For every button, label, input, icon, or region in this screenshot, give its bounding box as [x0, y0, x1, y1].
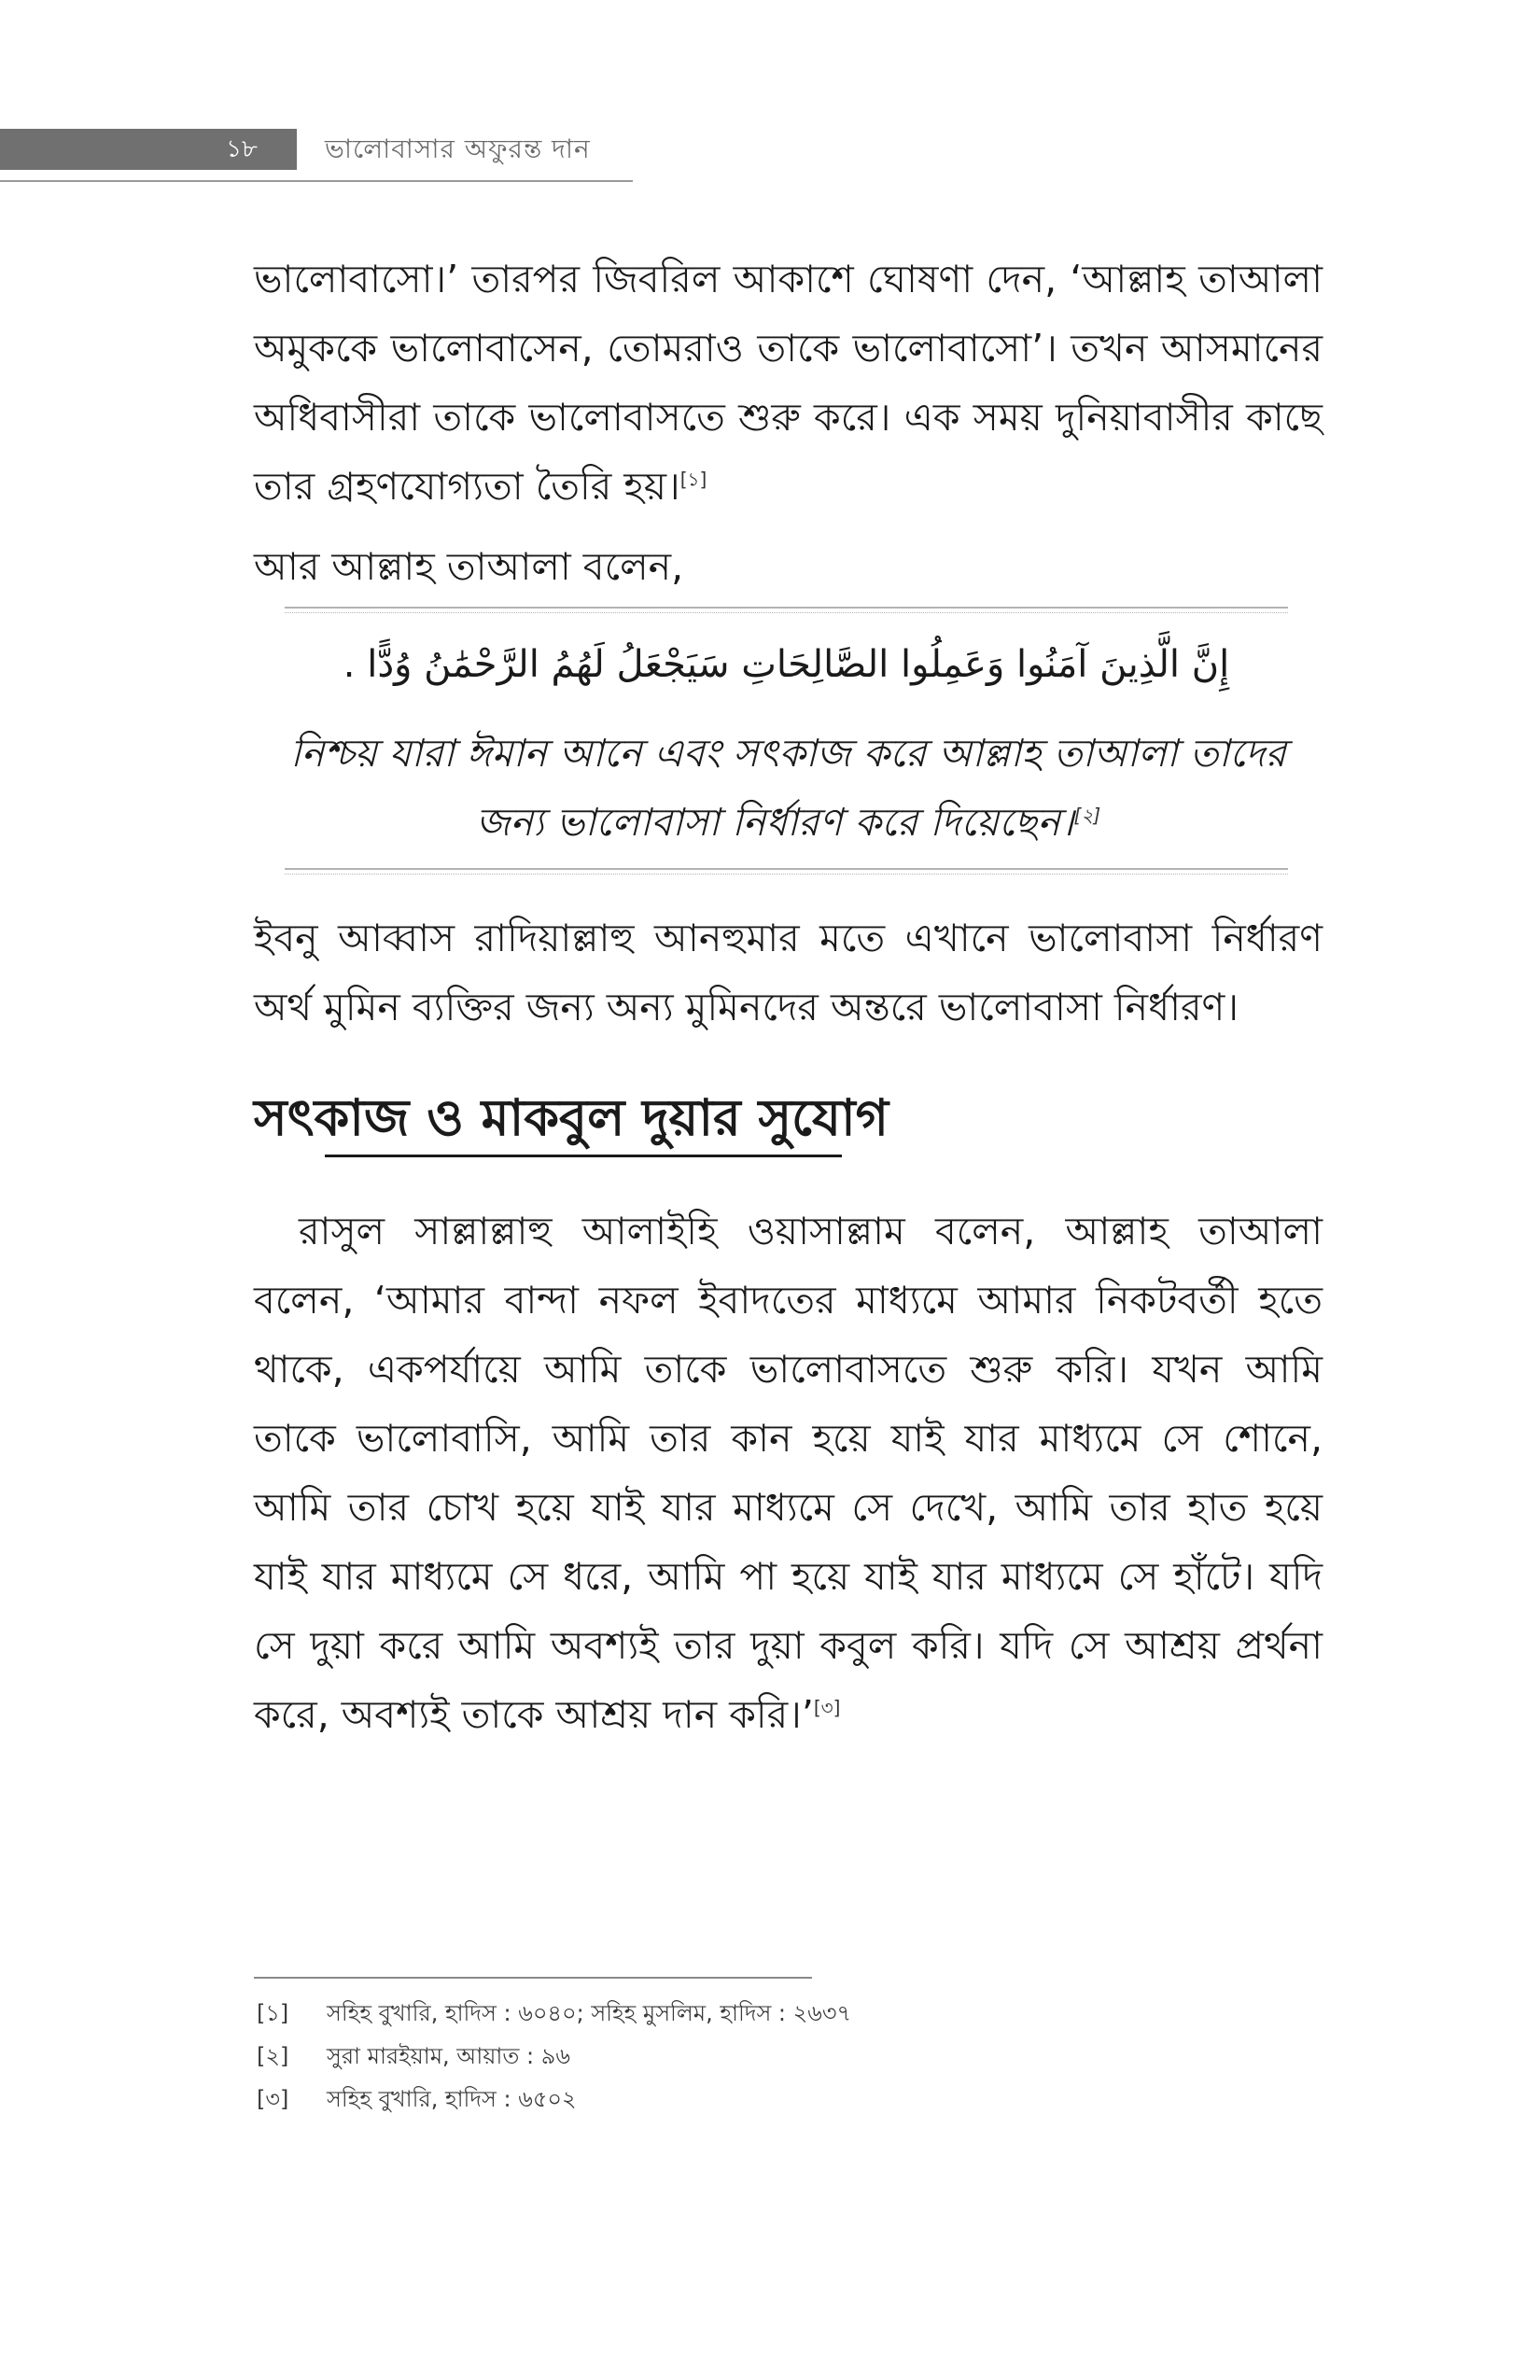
- footnote-3-text: সহিহ বুখারি, হাদিস : ৬৫০২: [327, 2086, 577, 2112]
- paragraph-1: [254, 245, 1323, 521]
- header-rule: [0, 180, 633, 182]
- footnote-3: [257, 2083, 577, 2115]
- page-number: ১৮: [226, 135, 258, 163]
- footnote-ref-1[interactable]: [১]: [679, 468, 707, 491]
- quote-bottom-rule: [285, 868, 1288, 875]
- footnote-rule: [254, 1977, 812, 1979]
- footnote-2-mark: [২]: [257, 2043, 289, 2069]
- footnote-1-mark: [১]: [257, 2000, 289, 2026]
- quote-top-rule: [285, 607, 1288, 613]
- section-heading-underline: [325, 1155, 842, 1157]
- footnote-3-mark: [৩]: [257, 2086, 289, 2112]
- verse-translation-text: নিশ্চয় যারা ঈমান আনে এবং সৎকাজ করে আল্লাহ তাআলা তাদের জন্য ভালোবাসা নির্ধারণ করে দিয়েছেন।: [290, 731, 1286, 845]
- paragraph-2: আর আল্লাহ তাআলা বলেন,: [254, 544, 684, 589]
- verse-translation: [254, 719, 1323, 857]
- section-heading: সৎকাজ ও মাকবুল দুয়ার সুযোগ: [254, 1088, 889, 1147]
- footnote-ref-3[interactable]: [৩]: [813, 1696, 841, 1719]
- footnote-1: [257, 1997, 851, 2029]
- arabic-verse: إِنَّ الَّذِينَ آمَنُوا وَعَمِلُوا الصَّالِحَاتِ سَيَجْعَلُ لَهُمُ الرَّحْمَٰنُ وُدًّا .: [343, 643, 1230, 686]
- paragraph-4-text: রাসুল সাল্লাল্লাহু আলাইহি ওয়াসাল্লাম বলেন, আল্লাহ তাআলা বলেন, ‘আমার বান্দা নফল ইবাদতের মাধ্যমে আমার নিকটবর্তী হতে থাকে, একপর্যায়ে আমি তাকে ভালোবাসতে শুরু করি। যখন আমি তাকে ভালোবাসি, আমি তার কান হয়ে যাই যার মাধ্যমে সে শোনে, আমি তার চোখ হয়ে যাই যার মাধ্যমে সে দেখে, আমি তার হাত হয়ে যাই যার মাধ্যমে সে ধরে, আমি পা হয়ে যাই যার মাধ্যমে সে হাঁটে। যদি সে দুয়া করে আমি অবশ্যই তার দুয়া কবুল করি। যদি সে আশ্রয় প্রর্থনা করে, অবশ্যই তাকে আশ্রয় দান করি।’: [254, 1209, 1323, 1737]
- paragraph-3: ইবনু আব্বাস রাদিয়াল্লাহু আনহুমার মতে এখানে ভালোবাসা নির্ধারণ অর্থ মুমিন ব্যক্তির জন্য অন্য মুমিনদের অন্তরে ভালোবাসা নির্ধারণ।: [254, 916, 1323, 1029]
- paragraph-4: [254, 1197, 1323, 1749]
- footnote-ref-2[interactable]: [২]: [1073, 804, 1101, 827]
- footnote-2: [257, 2040, 570, 2072]
- footnote-1-text: সহিহ বুখারি, হাদিস : ৬০৪০; সহিহ মুসলিম, হাদিস : ২৬৩৭: [327, 2000, 852, 2026]
- running-title: ভালোবাসার অফুরন্ত দান: [325, 133, 591, 164]
- footnote-2-text: সুরা মারইয়াম, আয়াত : ৯৬: [327, 2043, 570, 2069]
- paragraph-1-text: ভালোবাসো।’ তারপর জিবরিল আকাশে ঘোষণা দেন, ‘আল্লাহ তাআলা অমুককে ভালোবাসেন, তোমরাও তাকে ভালোবাসো’। তখন আসমানের অধিবাসীরা তাকে ভালোবাসতে শুরু করে। এক সময় দুনিয়াবাসীর কাছে তার গ্রহণযোগ্যতা তৈরি হয়।: [254, 257, 1323, 509]
